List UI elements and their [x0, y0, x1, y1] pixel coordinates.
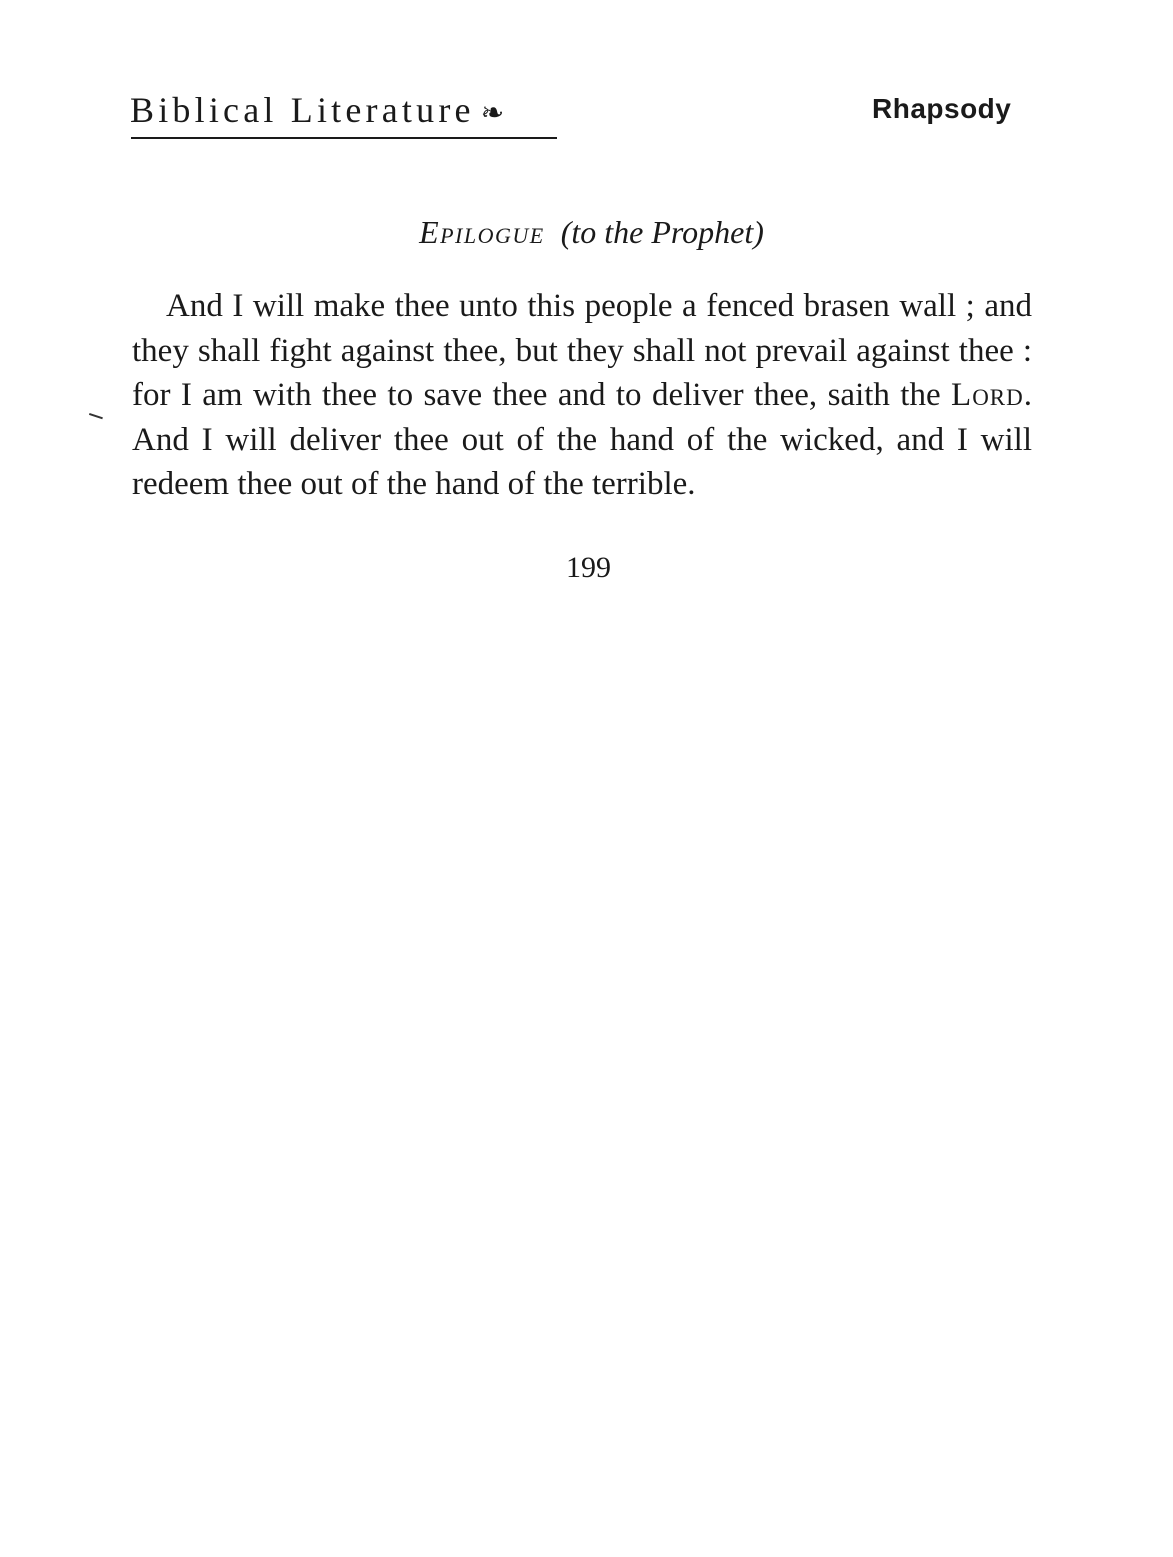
body-text-part2: . And I will deliver thee out of the hand of the wicked, and I will redeem thee out of the hand of the terrible.	[132, 377, 1032, 503]
fleuron-ornament-icon: ❧	[480, 98, 505, 129]
body-text-part1: And I will make thee unto this people a fenced brasen wall ; and they shall fight against thee, but they shall not prevail against thee : for I am with thee to save thee and to deliver thee, saith the	[132, 288, 1032, 414]
section-heading	[0, 212, 1173, 252]
running-title-text: Biblical Literature	[130, 90, 475, 130]
header-rule	[131, 137, 557, 139]
body-paragraph	[132, 284, 1032, 507]
running-title	[130, 88, 504, 136]
body-text-lord: Lord	[951, 377, 1024, 414]
heading-title: Epilogue	[419, 214, 545, 250]
heading-subtitle: (to the Prophet)	[560, 214, 764, 250]
section-label: Rhapsody	[872, 93, 1012, 124]
margin-mark	[87, 413, 103, 425]
page-number: 199	[566, 551, 611, 584]
